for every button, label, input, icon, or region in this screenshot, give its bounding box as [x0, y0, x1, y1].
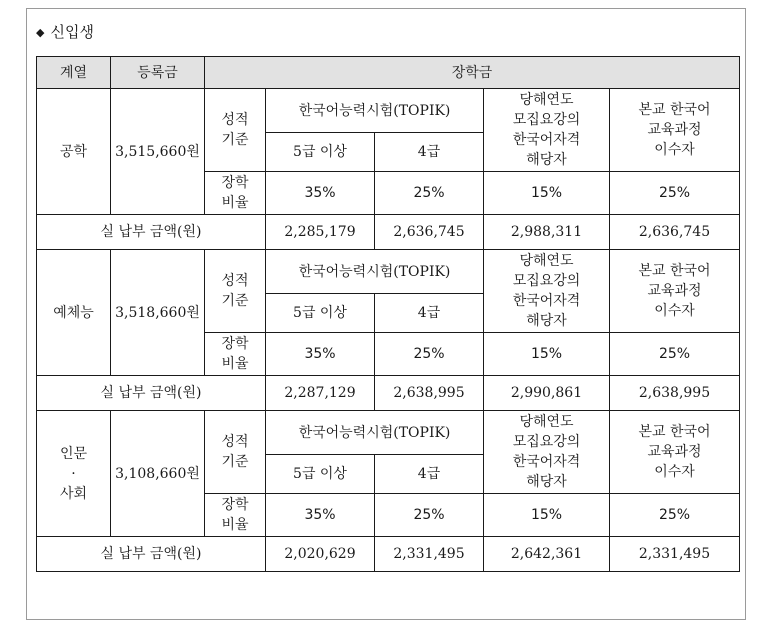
section-title	[36, 22, 94, 44]
rate-cell: 25%	[610, 494, 740, 537]
total-cell: 2,020,629	[266, 537, 375, 572]
dept-cell: 예체능	[37, 250, 111, 376]
diamond-bullet-icon: ◆	[36, 26, 45, 39]
total-label: 실 납부 금액(원)	[37, 215, 266, 250]
total-cell: 2,331,495	[610, 537, 740, 572]
rate-cell: 15%	[484, 172, 610, 215]
recruit-qualified-header: 당해연도 모집요강의 한국어자격 해당자	[484, 250, 610, 333]
topik-header: 한국어능력시험(TOPIK)	[266, 250, 484, 294]
total-label: 실 납부 금액(원)	[37, 537, 266, 572]
total-cell: 2,638,995	[610, 376, 740, 411]
rate-label: 장학 비율	[205, 494, 266, 537]
rate-cell: 15%	[484, 333, 610, 376]
rate-cell: 25%	[610, 333, 740, 376]
topik-header: 한국어능력시험(TOPIK)	[266, 89, 484, 133]
criteria-label: 성적 기준	[205, 250, 266, 333]
recruit-qualified-header: 당해연도 모집요강의 한국어자격 해당자	[484, 89, 610, 172]
level5-header: 5급 이상	[266, 455, 375, 494]
korean-course-header: 본교 한국어 교육과정 이수자	[610, 250, 740, 333]
rate-cell: 25%	[375, 172, 484, 215]
table-row	[37, 411, 740, 455]
rate-cell: 15%	[484, 494, 610, 537]
rate-cell: 25%	[375, 333, 484, 376]
rate-cell: 35%	[266, 172, 375, 215]
rate-label: 장학 비율	[205, 333, 266, 376]
total-cell: 2,990,861	[484, 376, 610, 411]
total-cell: 2,636,745	[610, 215, 740, 250]
topik-header: 한국어능력시험(TOPIK)	[266, 411, 484, 455]
table-row	[37, 376, 740, 411]
header-row	[37, 57, 740, 89]
korean-course-header: 본교 한국어 교육과정 이수자	[610, 89, 740, 172]
dept-cell: 공학	[37, 89, 111, 215]
rate-cell: 25%	[375, 494, 484, 537]
dept-cell: 인문 · 사회	[37, 411, 111, 537]
recruit-qualified-header: 당해연도 모집요강의 한국어자격 해당자	[484, 411, 610, 494]
table-row	[37, 537, 740, 572]
tuition-cell: 3,108,660원	[111, 411, 205, 537]
section-title-text: 신입생	[50, 23, 94, 41]
level4-header: 4급	[375, 133, 484, 172]
rate-cell: 35%	[266, 333, 375, 376]
rate-label: 장학 비율	[205, 172, 266, 215]
total-label: 실 납부 금액(원)	[37, 376, 266, 411]
tuition-cell: 3,515,660원	[111, 89, 205, 215]
table-row	[37, 89, 740, 133]
total-cell: 2,638,995	[375, 376, 484, 411]
criteria-label: 성적 기준	[205, 411, 266, 494]
rate-cell: 25%	[610, 172, 740, 215]
header-scholarship: 장학금	[205, 57, 740, 89]
level5-header: 5급 이상	[266, 294, 375, 333]
table-row	[37, 250, 740, 294]
total-cell: 2,988,311	[484, 215, 610, 250]
table-row	[37, 215, 740, 250]
header-dept: 계열	[37, 57, 111, 89]
criteria-label: 성적 기준	[205, 89, 266, 172]
korean-course-header: 본교 한국어 교육과정 이수자	[610, 411, 740, 494]
total-cell: 2,331,495	[375, 537, 484, 572]
total-cell: 2,285,179	[266, 215, 375, 250]
total-cell: 2,636,745	[375, 215, 484, 250]
level5-header: 5급 이상	[266, 133, 375, 172]
level4-header: 4급	[375, 294, 484, 333]
rate-cell: 35%	[266, 494, 375, 537]
scholarship-table	[36, 56, 740, 572]
total-cell: 2,642,361	[484, 537, 610, 572]
level4-header: 4급	[375, 455, 484, 494]
tuition-cell: 3,518,660원	[111, 250, 205, 376]
header-tuition: 등록금	[111, 57, 205, 89]
total-cell: 2,287,129	[266, 376, 375, 411]
